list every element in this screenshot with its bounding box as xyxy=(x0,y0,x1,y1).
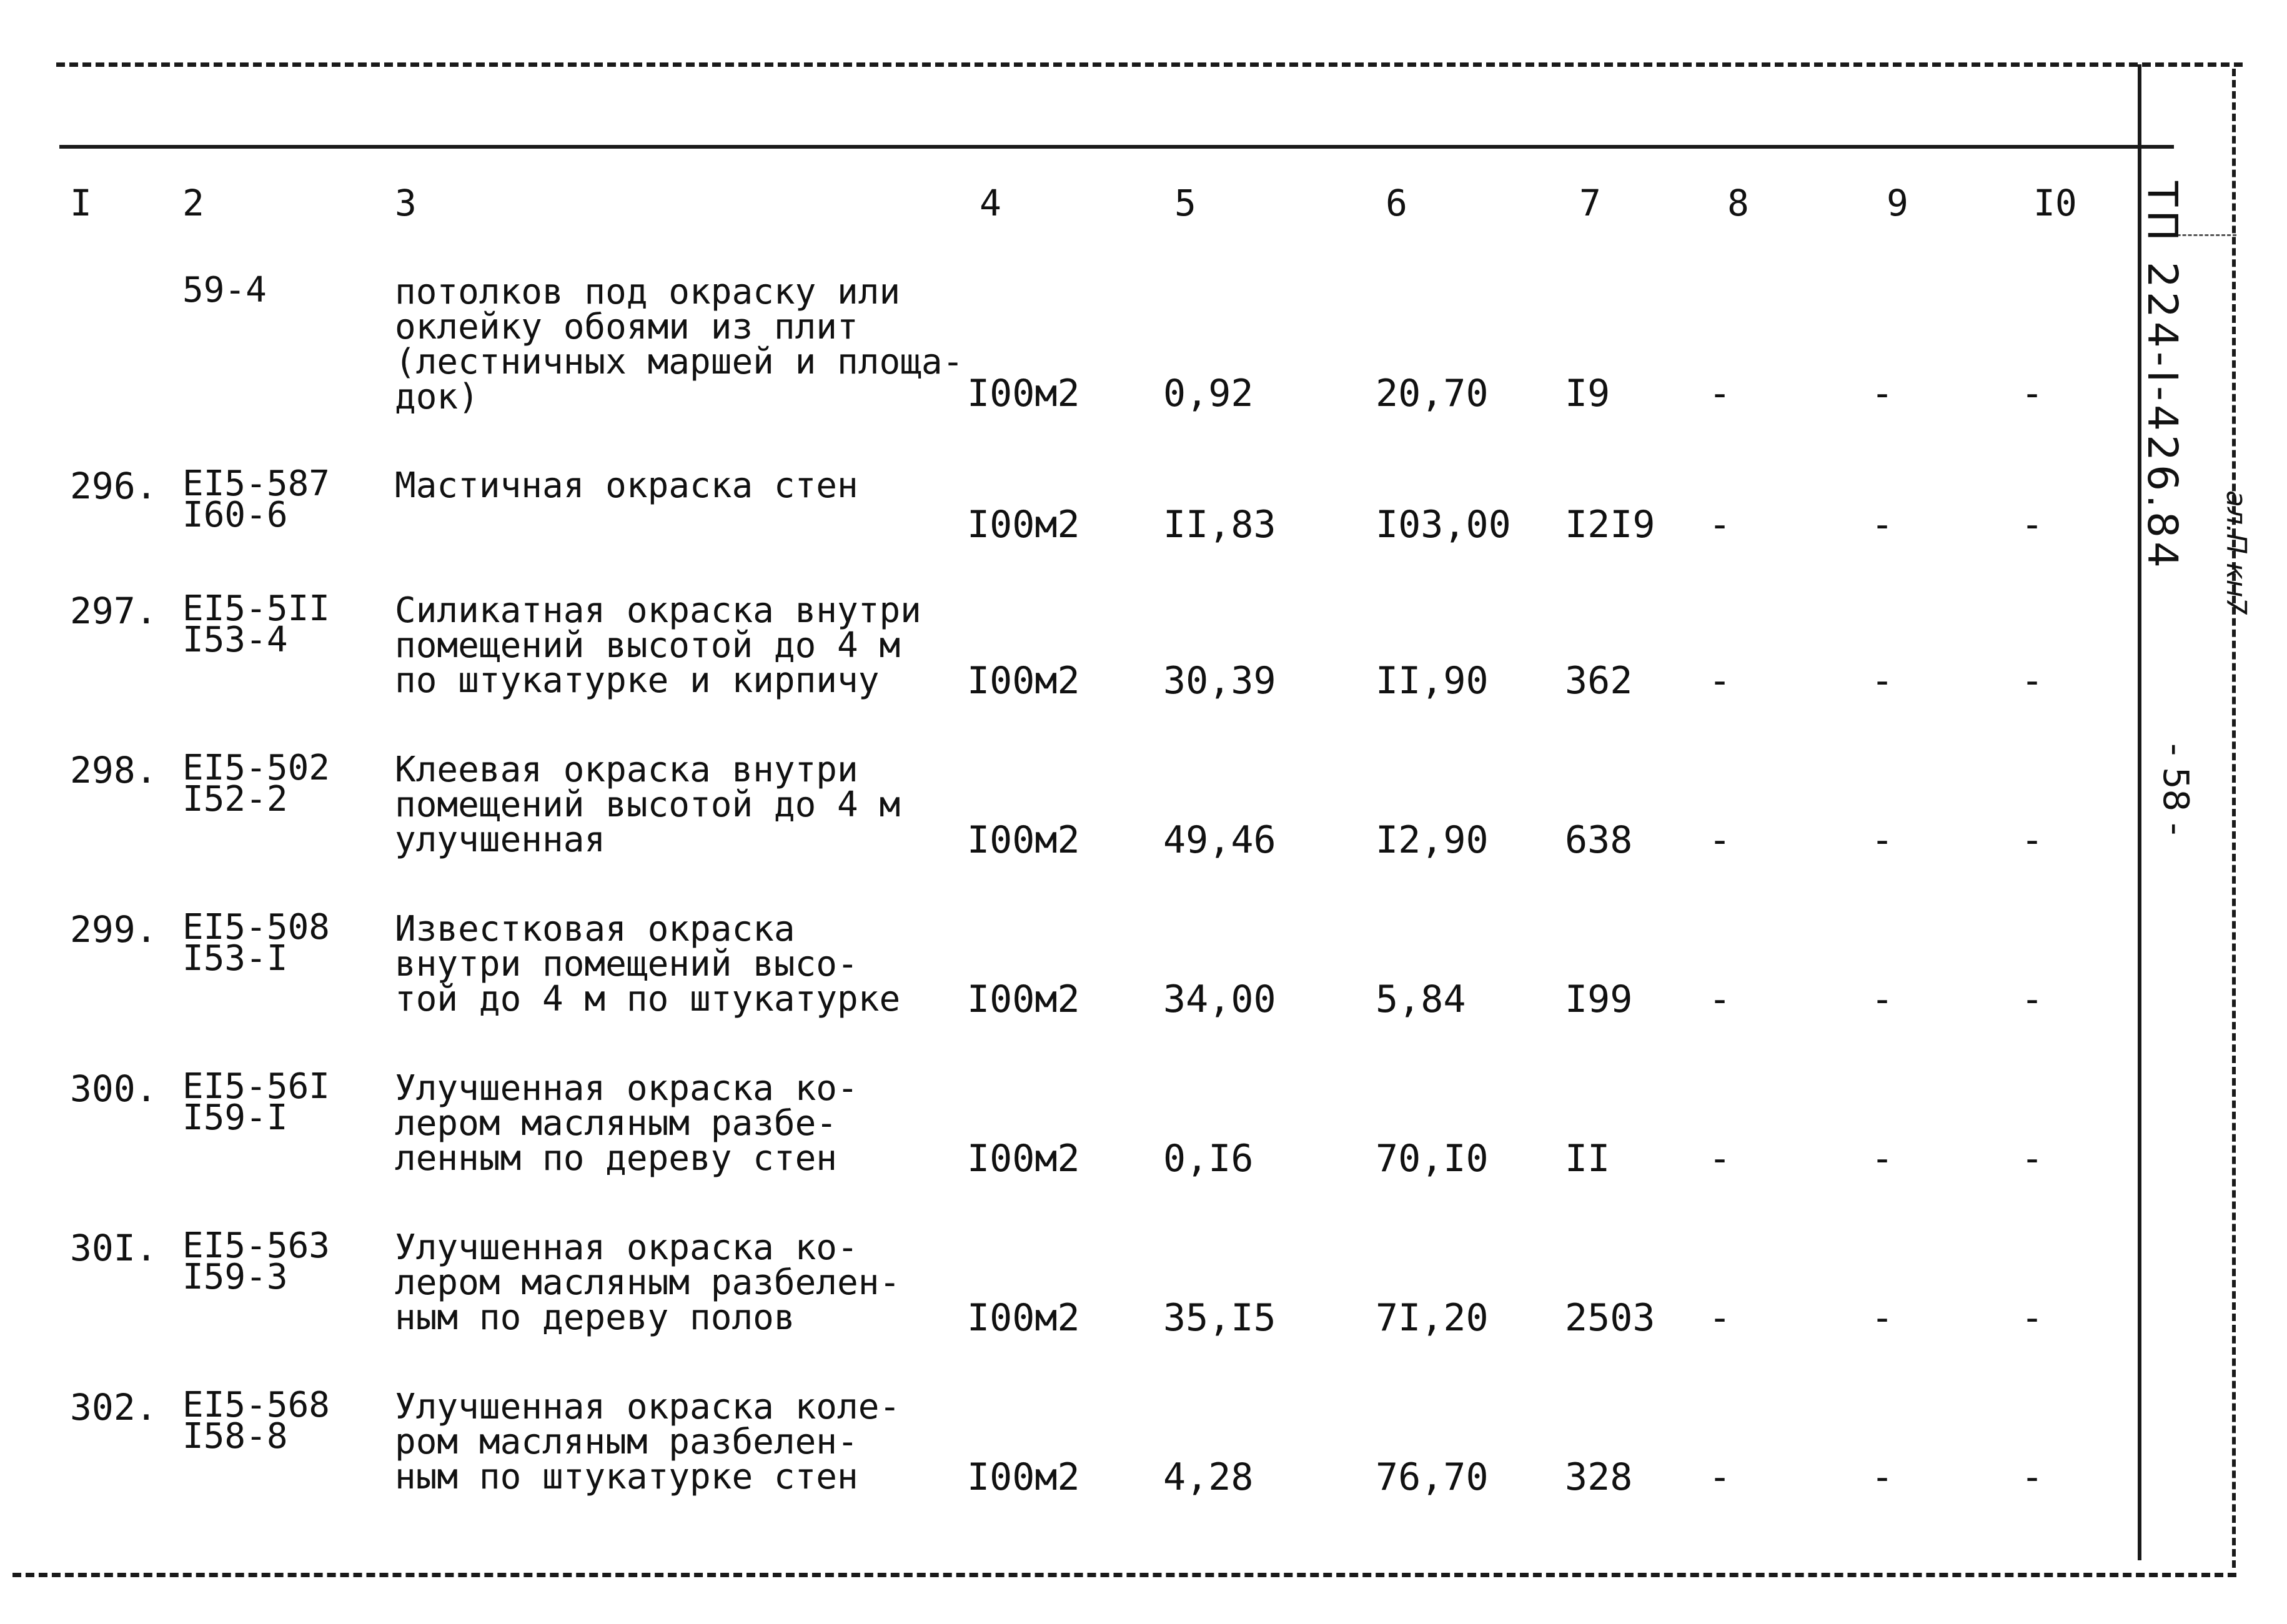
row-quantity: 35,I5 xyxy=(1163,1296,1276,1340)
row-unit: I00м2 xyxy=(967,1137,1080,1181)
row-code: I53-4 xyxy=(182,620,288,660)
row-col10: - xyxy=(2021,1137,2044,1181)
row-unit: I00м2 xyxy=(967,372,1080,415)
row-unit: I00м2 xyxy=(967,503,1080,547)
row-number: 30I. xyxy=(70,1227,157,1269)
row-number: 299. xyxy=(70,908,157,951)
row-code: 59-4 xyxy=(182,270,267,310)
row-description: (лестничных маршей и площа- xyxy=(395,342,964,382)
row-quantity: 49,46 xyxy=(1163,818,1276,862)
row-col9: - xyxy=(1871,1455,1894,1499)
album-mark: ал.П кн7 xyxy=(2220,490,2252,615)
row-description: док) xyxy=(395,377,479,417)
column-header-3: 3 xyxy=(395,182,417,224)
row-quantity: II,83 xyxy=(1163,503,1276,547)
row-total: 362 xyxy=(1565,659,1633,703)
row-code: I60-6 xyxy=(182,495,288,535)
row-total: 638 xyxy=(1565,818,1633,862)
row-col8: - xyxy=(1709,372,1732,415)
row-col10: - xyxy=(2021,503,2044,547)
row-price: 20,70 xyxy=(1376,372,1489,415)
bottom-dashed-border xyxy=(12,1573,2236,1577)
row-col10: - xyxy=(2021,978,2044,1021)
row-code: I53-I xyxy=(182,938,288,979)
row-description: Известковая окраска xyxy=(395,909,795,949)
row-description: Улучшенная окраска ко- xyxy=(395,1227,858,1268)
row-description: ным по штукатурке стен xyxy=(395,1457,858,1497)
page-number: - 58 - xyxy=(2155,743,2196,836)
row-price: II,90 xyxy=(1376,659,1489,703)
row-number: 296. xyxy=(70,465,157,507)
column-header-2: 2 xyxy=(182,182,204,224)
frame-right-dashed-line xyxy=(2232,69,2236,1568)
header-rule xyxy=(59,145,2174,149)
row-col10: - xyxy=(2021,1296,2044,1340)
row-description: Улучшенная окраска ко- xyxy=(395,1068,858,1109)
row-col10: - xyxy=(2021,1455,2044,1499)
row-col9: - xyxy=(1871,978,1894,1021)
row-col10: - xyxy=(2021,818,2044,862)
row-description: Силикатная окраска внутри xyxy=(395,590,921,631)
row-price: 70,I0 xyxy=(1376,1137,1489,1181)
row-total: I9 xyxy=(1565,372,1610,415)
column-header-8: 8 xyxy=(1727,182,1749,224)
row-col9: - xyxy=(1871,659,1894,703)
row-description: улучшенная xyxy=(395,819,606,860)
row-total: I99 xyxy=(1565,978,1633,1021)
row-description: ным по дереву полов xyxy=(395,1297,795,1338)
column-header-6: 6 xyxy=(1386,182,1407,224)
row-price: 7I,20 xyxy=(1376,1296,1489,1340)
row-col8: - xyxy=(1709,1137,1732,1181)
row-description: лером масляным разбе- xyxy=(395,1103,838,1144)
row-description: ленным по дереву стен xyxy=(395,1138,838,1179)
row-description: той до 4 м по штукатурке xyxy=(395,979,901,1019)
row-number: 300. xyxy=(70,1067,157,1110)
row-total: 328 xyxy=(1565,1455,1633,1499)
row-number: 298. xyxy=(70,749,157,791)
row-code: I59-I xyxy=(182,1097,288,1138)
row-quantity: 0,92 xyxy=(1163,372,1254,415)
row-unit: I00м2 xyxy=(967,818,1080,862)
row-col8: - xyxy=(1709,978,1732,1021)
row-description: лером масляным разбелен- xyxy=(395,1262,901,1303)
row-col9: - xyxy=(1871,1137,1894,1181)
column-header-7: 7 xyxy=(1579,182,1601,224)
row-col9: - xyxy=(1871,818,1894,862)
row-description: по штукатурке и кирпичу xyxy=(395,660,880,701)
top-dashed-border xyxy=(56,62,2243,67)
row-number: 302. xyxy=(70,1386,157,1428)
row-price: 5,84 xyxy=(1376,978,1466,1021)
row-code: EI5-568 xyxy=(182,1385,330,1425)
column-header-5: 5 xyxy=(1174,182,1196,224)
row-col10: - xyxy=(2021,372,2044,415)
row-code: EI5-56I xyxy=(182,1066,330,1107)
row-unit: I00м2 xyxy=(967,1296,1080,1340)
row-col8: - xyxy=(1709,1296,1732,1340)
column-header-10: I0 xyxy=(2033,182,2077,224)
row-unit: I00м2 xyxy=(967,978,1080,1021)
row-description: Улучшенная окраска коле- xyxy=(395,1387,901,1427)
row-description: оклейку обоями из плит xyxy=(395,307,858,347)
row-code: EI5-587 xyxy=(182,463,330,504)
row-total: 2503 xyxy=(1565,1296,1655,1340)
row-number: 297. xyxy=(70,590,157,632)
row-description: Мастичная окраска стен xyxy=(395,465,858,506)
row-col8: - xyxy=(1709,818,1732,862)
row-col9: - xyxy=(1871,503,1894,547)
column-header-9: 9 xyxy=(1887,182,1908,224)
row-quantity: 0,I6 xyxy=(1163,1137,1254,1181)
row-description: помещений высотой до 4 м xyxy=(395,785,901,825)
row-code: I58-8 xyxy=(182,1416,288,1457)
row-price: 76,70 xyxy=(1376,1455,1489,1499)
document-code: ТП 224-I-426.84 xyxy=(2138,181,2186,572)
row-description: ром масляным разбелен- xyxy=(395,1422,858,1462)
row-code: EI5-563 xyxy=(182,1225,330,1266)
row-col8: - xyxy=(1709,659,1732,703)
row-unit: I00м2 xyxy=(967,1455,1080,1499)
row-col9: - xyxy=(1871,372,1894,415)
row-total: II xyxy=(1565,1137,1610,1181)
row-code: EI5-5II xyxy=(182,588,330,629)
row-quantity: 34,00 xyxy=(1163,978,1276,1021)
row-price: I03,00 xyxy=(1376,503,1511,547)
row-description: помещений высотой до 4 м xyxy=(395,625,901,666)
row-code: EI5-502 xyxy=(182,748,330,788)
row-col9: - xyxy=(1871,1296,1894,1340)
row-quantity: 4,28 xyxy=(1163,1455,1254,1499)
row-quantity: 30,39 xyxy=(1163,659,1276,703)
column-header-1: I xyxy=(70,182,92,224)
row-col8: - xyxy=(1709,503,1732,547)
row-description: потолков под окраску или xyxy=(395,272,901,312)
row-unit: I00м2 xyxy=(967,659,1080,703)
row-description: внутри помещений высо- xyxy=(395,944,858,984)
row-code: I59-3 xyxy=(182,1257,288,1297)
row-col8: - xyxy=(1709,1455,1732,1499)
row-code: I52-2 xyxy=(182,779,288,819)
row-description: Клеевая окраска внутри xyxy=(395,750,858,790)
row-total: I2I9 xyxy=(1565,503,1655,547)
column-header-4: 4 xyxy=(980,182,1001,224)
row-price: I2,90 xyxy=(1376,818,1489,862)
row-code: EI5-508 xyxy=(182,907,330,948)
row-col10: - xyxy=(2021,659,2044,703)
